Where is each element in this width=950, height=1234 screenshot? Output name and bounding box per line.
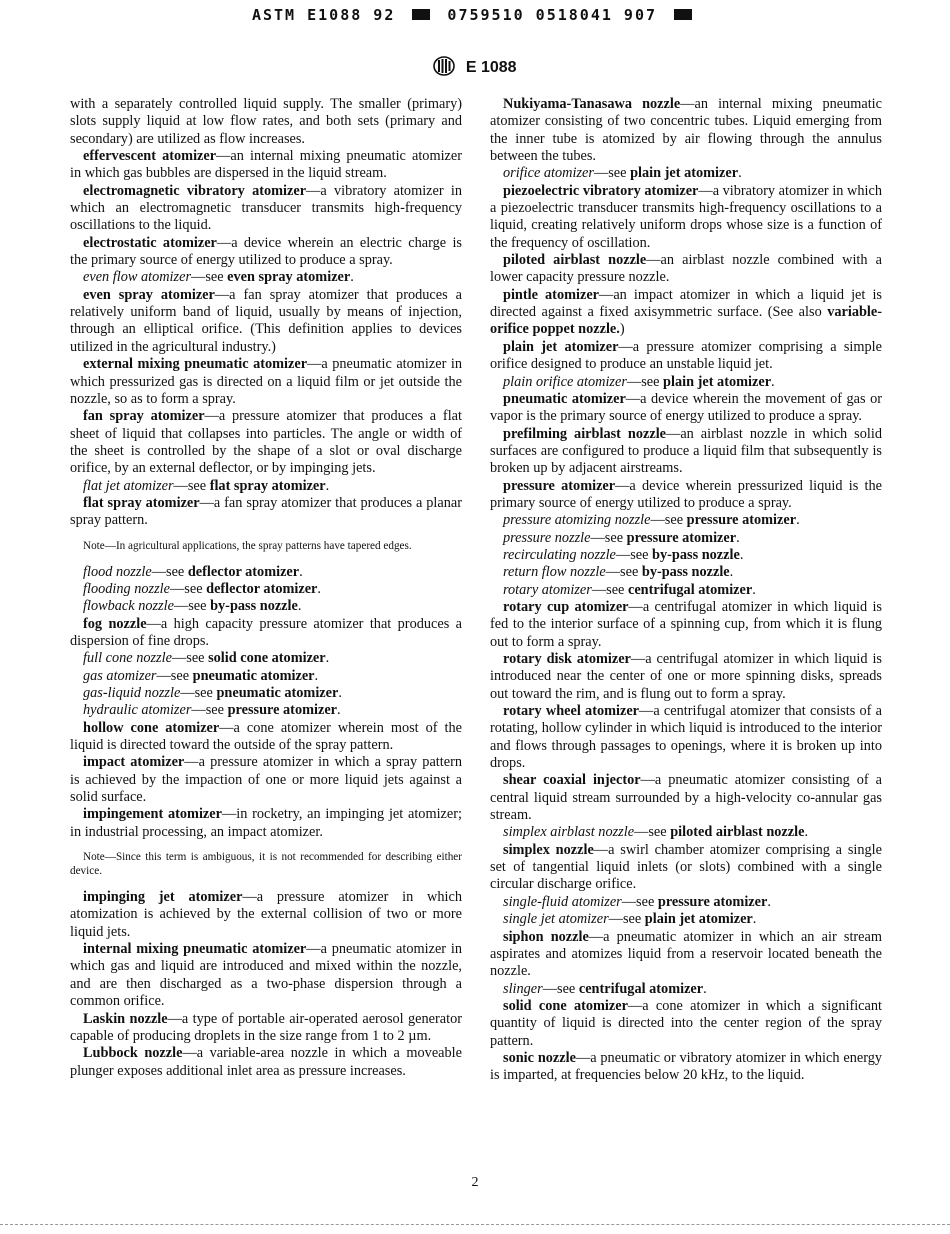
definition-text: —a pneumatic atomizer in which pressurized gas is directed on a liquid film or jet outside the nozzle, so as to form a spray. xyxy=(70,356,463,407)
glossary-term: pressure nozzle xyxy=(503,529,591,546)
note-label: Note xyxy=(83,851,105,864)
glossary-term: flood nozzle xyxy=(83,563,152,580)
definition-text: —a device wherein pressurized liquid is the primary source of energy utilized to produce a spray. xyxy=(490,477,882,511)
glossary-term: rotary atomizer xyxy=(503,581,592,598)
page-bottom-rule xyxy=(0,1224,950,1225)
cross-reference-target: solid cone atomizer xyxy=(208,650,326,667)
cross-reference-entry: even flow atomizer—see even spray atomizer. xyxy=(83,269,354,286)
definition-text: —a cone atomizer wherein most of the liquid is directed toward the outside of the spray pattern. xyxy=(70,719,462,754)
glossary-term: flooding nozzle xyxy=(83,580,170,597)
definition-text: —an airblast nozzle in which solid surfaces are configured to produce a liquid film that subsequently is broken up by adjacent airstreams. xyxy=(490,425,882,477)
glossary-term: Laskin nozzle xyxy=(83,1010,168,1027)
note-label: Note xyxy=(83,539,105,552)
definition-text: —a centrifugal atomizer in which liquid is introduced near the center of one or more spinning disks, spreads out toward the rim, and is flung out to form a spray. xyxy=(490,651,882,702)
definition-entry xyxy=(490,998,882,1050)
glossary-term: Nukiyama-Tanasawa nozzle xyxy=(503,96,681,112)
glossary-term: flowback nozzle xyxy=(83,598,174,615)
glossary-term: siphon nozzle xyxy=(503,928,589,945)
cross-reference-target: piloted airblast nozzle xyxy=(670,824,805,841)
definition-text: —a pressure atomizer comprising a simple orifice designed to produce an unstable liquid jet. xyxy=(490,338,882,373)
definition-entry xyxy=(490,772,882,824)
definition-entry xyxy=(490,96,882,165)
definition-text: —a device wherein an electric charge is the primary source of energy utilized to produce a spray. xyxy=(70,234,463,269)
cross-reference-target: by-pass nozzle xyxy=(652,546,740,563)
cross-reference-target: deflector atomizer xyxy=(187,563,300,580)
definition-text: —a pneumatic atomizer in which an air stream aspirates and atomizes liquid from a reservoir located beneath the nozzle. xyxy=(490,928,882,980)
glossary-term: slinger xyxy=(503,980,543,997)
definition-entry xyxy=(490,842,882,894)
glossary-term: impinging jet atomizer xyxy=(83,889,243,906)
cross-reference-target: even spray atomizer xyxy=(227,269,351,286)
cross-reference-target: pressure atomizer xyxy=(227,702,338,719)
cross-reference-target: pneumatic atomizer xyxy=(192,667,315,684)
definition-text: —a pneumatic atomizer consisting of a central liquid stream surrounded by a high-velocity co-annular gas stream. xyxy=(490,772,883,824)
cross-reference-entry: single jet atomizer—see plain jet atomizer. xyxy=(503,911,757,928)
cross-reference-target: centrifugal atomizer xyxy=(627,581,753,598)
glossary-term: simplex nozzle xyxy=(503,841,594,858)
definition-entry xyxy=(70,889,462,941)
cross-reference-entry: return flow nozzle—see by-pass nozzle. xyxy=(503,564,734,581)
cross-reference-target: by-pass nozzle xyxy=(210,598,298,615)
definition-text: —a pneumatic or vibratory atomizer in which energy is imparted, at frequencies below 20 kHz, to the liquid. xyxy=(490,1049,882,1084)
note-text: —In agricultural applications, the spray patterns have tapered edges. xyxy=(104,539,412,552)
definition-text: —a fan spray atomizer that produces a relatively uniform band of liquid, usually by means of injection, through an elliptical orifice. (This definition applies to devices utilized in the agricultural industry.) xyxy=(70,286,462,355)
note-paragraph xyxy=(70,850,462,878)
cross-reference-entry: single-fluid atomizer—see pressure atomizer. xyxy=(503,893,771,910)
glossary-term: solid cone atomizer xyxy=(503,997,628,1014)
glossary-term: rotary wheel atomizer xyxy=(503,703,640,720)
definition-entry xyxy=(70,941,462,1010)
definition-entry xyxy=(70,408,462,477)
glossary-term: fog nozzle xyxy=(83,615,147,632)
definition-entry xyxy=(70,720,462,755)
glossary-term: effervescent atomizer xyxy=(83,148,217,165)
cross-reference-target: pressure atomizer xyxy=(657,893,768,910)
glossary-term: plain jet atomizer xyxy=(503,338,619,355)
cross-reference-target: deflector atomizer xyxy=(206,580,318,597)
glossary-term: single-fluid atomizer xyxy=(503,893,622,910)
glossary-term: fan spray atomizer xyxy=(83,408,205,425)
definition-text: —a high capacity pressure atomizer that produces a dispersion of fine drops. xyxy=(70,615,462,649)
glossary-term: gas atomizer xyxy=(83,667,157,684)
astm-logo-icon xyxy=(433,56,455,76)
cross-reference-target: plain jet atomizer xyxy=(663,373,772,390)
definition-entry xyxy=(70,356,462,408)
glossary-term: impingement atomizer xyxy=(83,806,222,823)
standard-number: E 1088 xyxy=(465,59,517,76)
cross-reference-entry: pressure atomizing nozzle—see pressure atomizer. xyxy=(503,512,800,529)
glossary-term: prefilming airblast nozzle xyxy=(503,425,667,442)
definition-text: —a device wherein the movement of gas or vapor is the primary source of energy utilized to produce a spray. xyxy=(490,390,882,425)
glossary-term: full cone nozzle xyxy=(83,650,172,667)
definition-entry xyxy=(70,495,462,530)
cross-reference-entry: simplex airblast nozzle—see piloted airblast nozzle. xyxy=(503,824,809,841)
definition-entry xyxy=(70,235,462,270)
cross-reference-entry: gas-liquid nozzle—see pneumatic atomizer. xyxy=(83,685,342,701)
glossary-term: electrostatic atomizer xyxy=(83,234,217,251)
cross-reference-target: variable-orifice poppet nozzle. xyxy=(490,304,882,338)
definition-entry xyxy=(70,183,462,235)
definition-entry xyxy=(490,391,882,426)
definition-text: —a fan spray atomizer that produces a planar spray pattern. xyxy=(70,494,462,529)
glossary-term: piloted airblast nozzle xyxy=(503,252,647,269)
glossary-term: shear coaxial injector xyxy=(503,772,641,789)
cross-reference-target: pressure atomizer xyxy=(626,529,737,546)
glossary-term: flat spray atomizer xyxy=(83,494,200,511)
glossary-term: simplex airblast nozzle xyxy=(503,824,635,841)
cross-reference-target: pneumatic atomizer xyxy=(216,685,339,701)
glossary-term: flat jet atomizer xyxy=(83,477,174,494)
cross-reference-target: plain jet atomizer xyxy=(644,911,753,928)
definition-entry xyxy=(70,616,462,651)
black-bar-mark xyxy=(412,9,430,20)
glossary-term: hollow cone atomizer xyxy=(83,719,220,736)
definition-text: —a pneumatic atomizer in which gas and liquid are introduced and mixed within the nozzle, and are then discharged as a two-phase dispersion through a common orifice. xyxy=(70,941,462,1010)
note-text: —Since this term is ambiguous, it is not recommended for describing either device. xyxy=(70,851,462,878)
glossary-term: rotary disk atomizer xyxy=(503,651,631,667)
glossary-term: plain orifice atomizer xyxy=(503,373,627,390)
glossary-term: recirculating nozzle xyxy=(503,546,616,563)
definition-entry xyxy=(490,339,882,374)
standard-header xyxy=(0,56,950,77)
cross-reference-entry: flood nozzle—see deflector atomizer. xyxy=(83,563,303,580)
cross-reference-entry: slinger—see centrifugal atomizer. xyxy=(503,980,707,997)
glossary-term: external mixing pneumatic atomizer xyxy=(83,356,308,373)
definition-entry xyxy=(490,651,882,703)
glossary-term: impact atomizer xyxy=(83,754,185,771)
definition-text: —a pressure atomizer in which a spray pattern is achieved by the impaction of one or more liquid jets against a solid surface. xyxy=(70,754,462,806)
cross-reference-entry: recirculating nozzle—see by-pass nozzle. xyxy=(503,546,744,563)
definition-text: —a variable-area nozzle in which a moveable plunger exposes additional inlet area as pressure increases. xyxy=(70,1045,462,1079)
definition-text: —an internal mixing pneumatic atomizer consisting of two concentric tubes. Liquid emerging from the inner tube is atomized by air flowing through the annulus between the tubes. xyxy=(490,96,882,165)
cross-reference-target: flat spray atomizer xyxy=(209,477,326,494)
definition-entry xyxy=(70,148,462,183)
definition-text: —a vibratory atomizer in which an electromagnetic transducer transmits high-frequency oscillations to the liquid. xyxy=(70,182,462,234)
glossary-term: even spray atomizer xyxy=(83,286,215,303)
definition-text: —a cone atomizer in which a significant quantity of liquid is directed into the center region of the spray pattern. xyxy=(490,997,882,1049)
cross-reference-entry: plain orifice atomizer—see plain jet atomizer. xyxy=(503,373,775,390)
definition-text: —an airblast nozzle combined with a lower capacity pressure nozzle. xyxy=(490,252,882,286)
cross-reference-entry: full cone nozzle—see solid cone atomizer. xyxy=(83,650,330,667)
definition-entry xyxy=(490,426,882,478)
cross-reference-entry: orifice atomizer—see plain jet atomizer. xyxy=(503,165,742,182)
definition-text: —a pressure atomizer that produces a flat sheet of liquid that collapses into particles. The angle or width of the sheet is controlled by the shape of a slot or oval discharge orifice, by an external deflector, or by impinging jets. xyxy=(70,408,462,477)
definition-tail: ) xyxy=(619,321,625,338)
document-code-part1: ASTM E1088 92 xyxy=(251,6,396,24)
glossary-term: Lubbock nozzle xyxy=(83,1045,183,1062)
definition-continuation: with a separately controlled liquid supply. The smaller (primary) slots supply liquid at low flow rates, and both sets (primary and secondary) are utilized as flow increases. xyxy=(70,96,462,147)
glossary-term: pneumatic atomizer xyxy=(503,390,626,407)
definition-entry xyxy=(490,929,882,981)
glossary-term: electromagnetic vibratory atomizer xyxy=(83,182,307,199)
definition-entry xyxy=(70,1045,462,1080)
cross-reference-entry: pressure nozzle—see pressure atomizer. xyxy=(503,529,740,546)
definition-text: —an impact atomizer in which a liquid jet is directed against a fixed axisymmetric surface. (See also xyxy=(490,286,882,321)
definition-entry xyxy=(490,599,882,651)
definition-text: —an internal mixing pneumatic atomizer in which gas bubbles are dispersed in the liquid stream. xyxy=(70,148,462,182)
definition-entry xyxy=(490,478,882,513)
glossary-term: even flow atomizer xyxy=(83,269,192,286)
definition-entry xyxy=(490,287,882,339)
definition-text: —a centrifugal atomizer in which liquid is fed to the interior surface of a spinning cup, from which it is flung out to form a spray. xyxy=(490,598,882,650)
cross-reference-target: pressure atomizer xyxy=(686,512,797,529)
cross-reference-entry: gas atomizer—see pneumatic atomizer. xyxy=(83,667,319,684)
glossary-term: return flow nozzle xyxy=(503,564,606,581)
glossary-term: gas-liquid nozzle xyxy=(83,685,181,701)
definition-entry xyxy=(490,252,882,287)
left-column xyxy=(70,96,462,1080)
black-bar-mark xyxy=(674,9,692,20)
definition-entry xyxy=(70,1011,462,1046)
definition-text: —a swirl chamber atomizer comprising a single set of tangential liquid inlets (or slots) combined with a single circular discharge orifice. xyxy=(490,841,883,893)
document-code-header xyxy=(0,6,950,24)
cross-reference-entry: flooding nozzle—see deflector atomizer. xyxy=(83,580,321,597)
page-number: 2 xyxy=(471,1175,479,1190)
glossary-term: pressure atomizer xyxy=(503,477,616,494)
glossary-term: pressure atomizing nozzle xyxy=(503,512,651,529)
definition-text: —in rocketry, an impinging jet atomizer; in industrial processing, an impact atomizer. xyxy=(70,806,462,840)
glossary-term: single jet atomizer xyxy=(503,911,609,928)
glossary-term: pintle atomizer xyxy=(503,286,600,303)
definition-text: —a vibratory atomizer in which a piezoelectric transducer transmits high-frequency oscillations to a liquid, creating relatively uniform drops whose size is a function of the frequency of oscillation. xyxy=(490,182,882,251)
glossary-term: rotary cup atomizer xyxy=(503,598,629,615)
cross-reference-target: plain jet atomizer xyxy=(630,165,739,182)
definition-entry xyxy=(490,703,882,772)
cross-reference-entry: hydraulic atomizer—see pressure atomizer. xyxy=(83,702,341,719)
definition-entry xyxy=(70,806,462,841)
glossary-term: orifice atomizer xyxy=(503,165,594,182)
definition-entry xyxy=(70,754,462,806)
glossary-term: hydraulic atomizer xyxy=(83,702,192,719)
glossary-term: sonic nozzle xyxy=(503,1049,576,1066)
definition-entry xyxy=(70,287,462,356)
note-paragraph xyxy=(70,539,462,553)
cross-reference-entry: rotary atomizer—see centrifugal atomizer. xyxy=(503,581,756,598)
cross-reference-target: centrifugal atomizer xyxy=(578,980,704,997)
definition-entry xyxy=(490,1050,882,1085)
cross-reference-entry: flat jet atomizer—see flat spray atomizer. xyxy=(83,477,330,494)
definition-text: —a centrifugal atomizer that consists of a rotating, hollow cylinder in which liquid is introduced to the interior and flows through passages to openings, where it is broken up into drops. xyxy=(490,703,882,772)
definition-text: —a type of portable air-operated aerosol generator capable of producing droplets in the size range from 1 to 2 µm. xyxy=(70,1010,462,1044)
cross-reference-target: by-pass nozzle xyxy=(641,564,730,581)
definition-entry xyxy=(490,183,882,252)
glossary-term: piezoelectric vibratory atomizer xyxy=(503,182,699,199)
right-column xyxy=(490,96,882,1085)
glossary-term: internal mixing pneumatic atomizer xyxy=(83,941,307,958)
document-code-part2: 0759510 0518041 907 xyxy=(447,6,658,24)
definition-text: —a pressure atomizer in which atomization is achieved by the external collision of two or more liquid jets. xyxy=(70,889,462,940)
cross-reference-entry: flowback nozzle—see by-pass nozzle. xyxy=(83,598,302,615)
